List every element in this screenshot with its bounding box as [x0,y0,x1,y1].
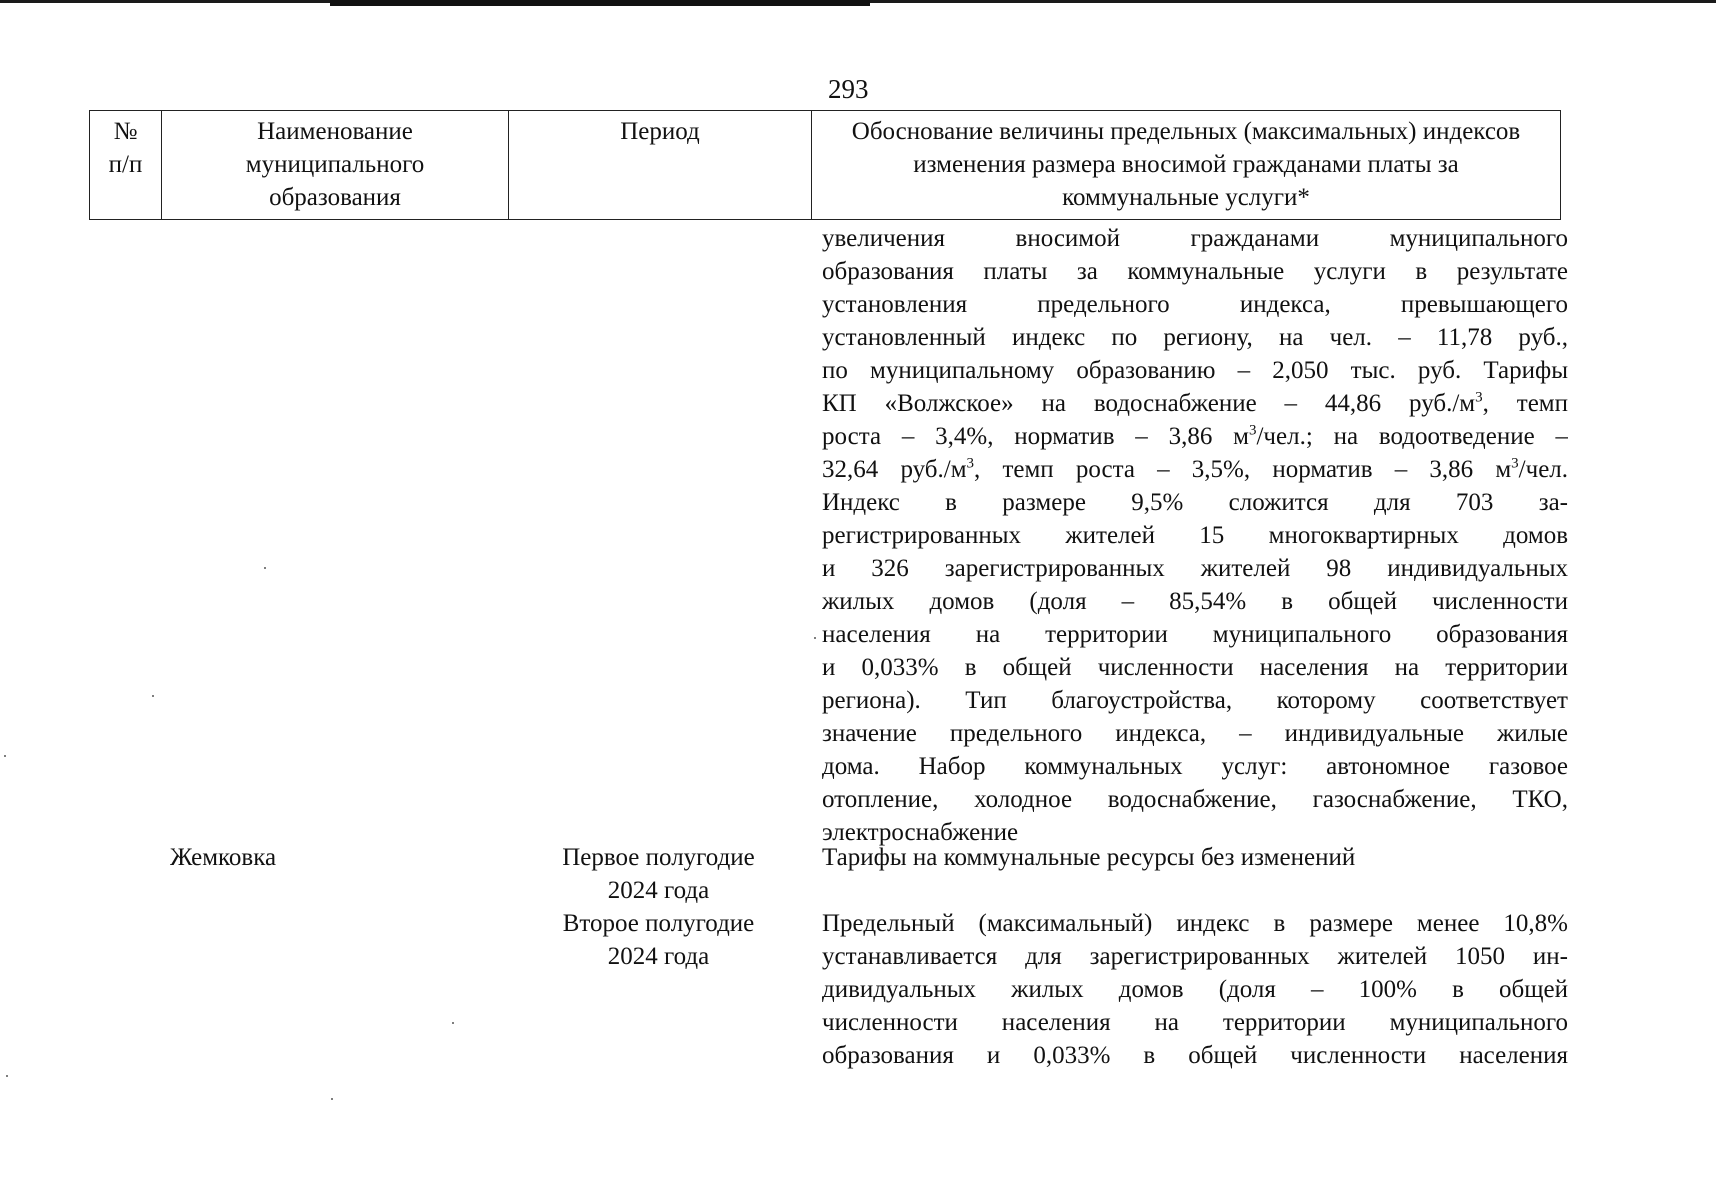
text-line: увеличения вносимой гражданами муниципального [822,225,1568,252]
table-header [89,110,1561,220]
scan-speck [331,1098,333,1100]
header-number-column: № п/п [90,111,162,220]
text-line: электроснабжение [822,819,1019,846]
text-line: жилых домов (доля – 85,54% в общей численности [822,588,1568,615]
scan-speck [452,1022,454,1024]
justification-continuation [822,222,1568,849]
period-first-half-text: Тарифы на коммунальные ресурсы без изменений [822,844,1356,871]
header-justification-column: Обоснование величины предельных (максимальных) индексов изменения размера вносимой гражданами платы за коммунальные услуги* [812,111,1561,220]
text-line: дома. Набор коммунальных услуг: автономное газовое [822,753,1568,780]
text-line: устанавливается для зарегистрированных жителей 1050 ин- [822,943,1568,970]
period-second-half-text [822,907,1568,1072]
scan-speck [6,1075,8,1077]
scan-speck [814,637,816,639]
text-line: установления предельного индекса, превышающего [822,291,1568,318]
scan-speck [152,695,154,697]
text-line: 32,64 $руб./м^3$, темп роста – 3,5%, норматив – 3,86 $м^3$/чел. [822,455,1568,483]
text-line: региона). Тип благоустройства, которому соответствует [822,687,1568,714]
text-line: КП «Волжское» на водоснабжение – 44,86 $руб./м^3$, темп [822,389,1568,417]
municipality-name: Жемковка [170,844,277,871]
text-line: по муниципальному образованию – 2,050 тыс. руб. Тарифы [822,357,1568,384]
scan-speck [264,567,266,569]
text-line: отопление, холодное водоснабжение, газоснабжение, ТКО, [822,786,1568,813]
text-line: и 326 зарегистрированных жителей 98 индивидуальных [822,555,1568,582]
text-line: значение предельного индекса, – индивидуальные жилые [822,720,1568,747]
text-line: населения на территории муниципального образования [822,621,1568,648]
scan-speck [4,755,6,757]
text-line: дивидуальных жилых домов (доля – 100% в общей [822,976,1568,1003]
text-line: установленный индекс по региону, на чел. – 11,78 руб., [822,324,1568,351]
text-line: образования и 0,033% в общей численности населения [822,1042,1568,1069]
text-line: численности населения на территории муниципального [822,1009,1568,1036]
page-number: 293 [828,74,869,104]
header-municipality-column: Наименование муниципального образования [162,111,509,220]
scan-top-edge-shadow [330,0,870,6]
text-line: и 0,033% в общей численности населения на территории [822,654,1568,681]
period-first-half: Первое полугодие 2024 года [562,844,755,904]
text-line: роста – 3,4%, норматив – 3,86 $м^3$/чел.; на водоотведение – [822,422,1568,450]
text-line: образования платы за коммунальные услуги в результате [822,258,1568,285]
text-line: Предельный (максимальный) индекс в размере менее 10,8% [822,910,1568,937]
period-second-half: Второе полугодие 2024 года [562,910,755,970]
header-period-column: Период [509,111,812,220]
text-line: Индекс в размере 9,5% сложится для 703 за- [822,489,1568,516]
text-line: регистрированных жителей 15 многоквартирных домов [822,522,1568,549]
